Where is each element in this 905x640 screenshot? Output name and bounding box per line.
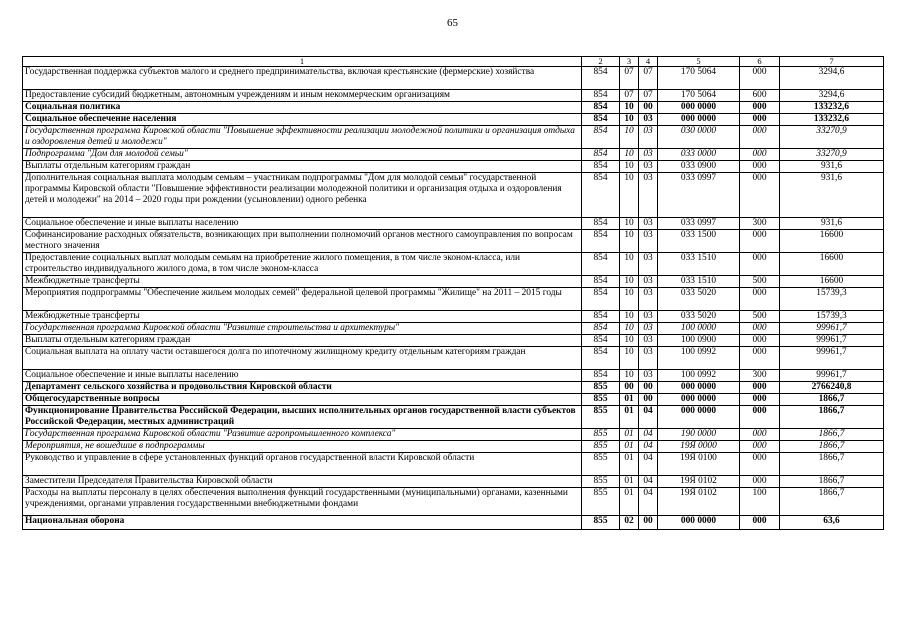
row-expense-type: 000 <box>740 114 780 126</box>
row-target-article: 030 0000 <box>658 126 740 149</box>
row-name: Социальная выплата на оплату части оставшегося долга по ипотечному жилищному кредиту отдельным категориям граждан <box>23 347 582 370</box>
row-expense-type: 100 <box>740 488 780 516</box>
row-target-article: 19Я 0000 <box>658 441 740 453</box>
row-expense-type: 000 <box>740 288 780 311</box>
row-subsection: 03 <box>639 276 658 288</box>
table-row <box>23 453 884 476</box>
table-row <box>23 441 884 453</box>
row-section: 10 <box>620 276 639 288</box>
row-name: Предоставление социальных выплат молодым семьям на приобретение жилого помещения, в том числе эконом-класса, или строительство индивидуального жилого дома, в том числе эконом-класса <box>23 253 582 276</box>
row-target-article: 100 0992 <box>658 370 740 382</box>
row-section: 10 <box>620 335 639 347</box>
row-amount: 1866,7 <box>780 406 884 429</box>
row-ved: 855 <box>582 406 620 429</box>
row-ved: 855 <box>582 441 620 453</box>
row-target-article: 170 5064 <box>658 90 740 102</box>
row-amount: 1866,7 <box>780 441 884 453</box>
table-row <box>23 102 884 114</box>
row-name: Подпрограмма "Дом для молодой семьи" <box>23 149 582 161</box>
row-expense-type: 000 <box>740 67 780 90</box>
row-section: 10 <box>620 230 639 253</box>
row-section: 10 <box>620 311 639 323</box>
row-name: Государственная программа Кировской области "Развитие агропромышленного комплекса" <box>23 429 582 441</box>
row-subsection: 03 <box>639 173 658 218</box>
row-name: Софинансирование расходных обязательств, возникающих при выполнении полномочий органов местного самоуправления по вопросам местного значения <box>23 230 582 253</box>
row-amount: 1866,7 <box>780 476 884 488</box>
row-ved: 855 <box>582 453 620 476</box>
page-number: 65 <box>447 17 458 29</box>
row-target-article: 190 0000 <box>658 429 740 441</box>
row-expense-type: 000 <box>740 173 780 218</box>
row-target-article: 033 0997 <box>658 218 740 230</box>
row-target-article: 000 0000 <box>658 114 740 126</box>
table-row <box>23 149 884 161</box>
row-name: Межбюджетные трансферты <box>23 311 582 323</box>
row-ved: 855 <box>582 488 620 516</box>
col-header-2: 2 <box>582 57 620 67</box>
row-amount: 99961,7 <box>780 370 884 382</box>
row-ved: 855 <box>582 429 620 441</box>
row-section: 01 <box>620 488 639 516</box>
row-subsection: 03 <box>639 288 658 311</box>
table-row <box>23 161 884 173</box>
row-name: Социальное обеспечение и иные выплаты населению <box>23 370 582 382</box>
table-body <box>23 57 884 530</box>
row-section: 00 <box>620 382 639 394</box>
row-target-article: 033 0000 <box>658 149 740 161</box>
row-section: 07 <box>620 90 639 102</box>
row-subsection: 03 <box>639 161 658 173</box>
row-target-article: 19Я 0102 <box>658 476 740 488</box>
row-expense-type: 000 <box>740 126 780 149</box>
row-target-article: 100 0900 <box>658 335 740 347</box>
row-section: 07 <box>620 67 639 90</box>
budget-table <box>22 56 884 530</box>
row-section: 10 <box>620 323 639 335</box>
col-header-6: 6 <box>740 57 780 67</box>
row-section: 10 <box>620 102 639 114</box>
table-row <box>23 394 884 406</box>
table-row <box>23 276 884 288</box>
row-ved: 854 <box>582 347 620 370</box>
row-ved: 854 <box>582 67 620 90</box>
row-name: Национальная оборона <box>23 516 582 530</box>
row-target-article: 100 0992 <box>658 347 740 370</box>
row-ved: 854 <box>582 102 620 114</box>
row-amount: 931,6 <box>780 218 884 230</box>
table-row <box>23 323 884 335</box>
row-section: 10 <box>620 149 639 161</box>
table-row <box>23 382 884 394</box>
row-name: Государственная поддержка субъектов малого и среднего предпринимательства, включая крестьянские (фермерские) хозяйства <box>23 67 582 90</box>
row-amount: 15739,3 <box>780 288 884 311</box>
row-section: 10 <box>620 161 639 173</box>
row-amount: 99961,7 <box>780 323 884 335</box>
row-target-article: 033 5020 <box>658 311 740 323</box>
column-number-row <box>23 57 884 67</box>
row-section: 01 <box>620 441 639 453</box>
row-name: Расходы на выплаты персоналу в целях обеспечения выполнения функций государственными (муниципальными) органами, казенными учреждениями, органами управления государственными внебюджетными фондами <box>23 488 582 516</box>
row-amount: 931,6 <box>780 173 884 218</box>
row-name: Государственная программа Кировской области "Повышение эффективности реализации молодежной политики и организация отдыха и оздоровления детей и молодежи" <box>23 126 582 149</box>
col-header-1: 1 <box>23 57 582 67</box>
row-expense-type: 000 <box>740 516 780 530</box>
col-header-4: 4 <box>639 57 658 67</box>
row-section: 10 <box>620 114 639 126</box>
row-ved: 855 <box>582 394 620 406</box>
row-section: 10 <box>620 173 639 218</box>
row-expense-type: 000 <box>740 102 780 114</box>
row-expense-type: 000 <box>740 406 780 429</box>
table-row <box>23 370 884 382</box>
row-amount: 16600 <box>780 253 884 276</box>
row-ved: 855 <box>582 516 620 530</box>
row-expense-type: 000 <box>740 429 780 441</box>
row-target-article: 19Я 0100 <box>658 453 740 476</box>
row-ved: 854 <box>582 230 620 253</box>
row-amount: 63,6 <box>780 516 884 530</box>
row-expense-type: 000 <box>740 230 780 253</box>
row-amount: 33270,9 <box>780 149 884 161</box>
row-section: 10 <box>620 126 639 149</box>
row-amount: 99961,7 <box>780 335 884 347</box>
row-subsection: 03 <box>639 126 658 149</box>
col-header-5: 5 <box>658 57 740 67</box>
row-subsection: 04 <box>639 406 658 429</box>
row-section: 10 <box>620 347 639 370</box>
col-header-3: 3 <box>620 57 639 67</box>
table-row <box>23 406 884 429</box>
table-row <box>23 429 884 441</box>
row-target-article: 000 0000 <box>658 516 740 530</box>
table-row <box>23 488 884 516</box>
row-amount: 1866,7 <box>780 429 884 441</box>
row-name: Выплаты отдельным категориям граждан <box>23 335 582 347</box>
row-subsection: 03 <box>639 335 658 347</box>
row-expense-type: 000 <box>740 323 780 335</box>
row-subsection: 00 <box>639 382 658 394</box>
table-row <box>23 253 884 276</box>
row-ved: 855 <box>582 476 620 488</box>
row-expense-type: 500 <box>740 276 780 288</box>
row-subsection: 04 <box>639 488 658 516</box>
row-subsection: 07 <box>639 67 658 90</box>
row-name: Социальное обеспечение и иные выплаты населению <box>23 218 582 230</box>
row-expense-type: 000 <box>740 453 780 476</box>
row-expense-type: 300 <box>740 370 780 382</box>
row-ved: 854 <box>582 370 620 382</box>
table-row <box>23 67 884 90</box>
col-header-7: 7 <box>780 57 884 67</box>
row-target-article: 033 1510 <box>658 253 740 276</box>
row-ved: 854 <box>582 323 620 335</box>
row-subsection: 03 <box>639 114 658 126</box>
row-section: 01 <box>620 394 639 406</box>
row-name: Социальное обеспечение населения <box>23 114 582 126</box>
row-section: 10 <box>620 288 639 311</box>
row-name: Функционирование Правительства Российской Федерации, высших исполнительных органов государственной власти субъектов Российской Федерации, местных администраций <box>23 406 582 429</box>
row-subsection: 00 <box>639 516 658 530</box>
row-expense-type: 000 <box>740 476 780 488</box>
table-row <box>23 288 884 311</box>
row-target-article: 19Я 0102 <box>658 488 740 516</box>
table-row <box>23 230 884 253</box>
row-subsection: 04 <box>639 453 658 476</box>
row-section: 01 <box>620 453 639 476</box>
table-row <box>23 126 884 149</box>
row-subsection: 07 <box>639 90 658 102</box>
row-expense-type: 000 <box>740 441 780 453</box>
row-amount: 133232,6 <box>780 114 884 126</box>
row-amount: 133232,6 <box>780 102 884 114</box>
row-target-article: 033 0997 <box>658 173 740 218</box>
row-target-article: 033 1510 <box>658 276 740 288</box>
row-name: Мероприятия подпрограммы "Обеспечение жильем молодых семей" федеральной целевой программы "Жилище" на 2011 – 2015 годы <box>23 288 582 311</box>
row-target-article: 000 0000 <box>658 394 740 406</box>
row-ved: 854 <box>582 126 620 149</box>
row-amount: 1866,7 <box>780 453 884 476</box>
row-subsection: 03 <box>639 323 658 335</box>
row-ved: 854 <box>582 173 620 218</box>
row-section: 01 <box>620 429 639 441</box>
row-subsection: 00 <box>639 394 658 406</box>
row-expense-type: 000 <box>740 335 780 347</box>
row-target-article: 033 0900 <box>658 161 740 173</box>
row-ved: 854 <box>582 276 620 288</box>
row-section: 10 <box>620 218 639 230</box>
row-subsection: 03 <box>639 230 658 253</box>
row-section: 10 <box>620 253 639 276</box>
row-amount: 16600 <box>780 276 884 288</box>
row-expense-type: 000 <box>740 149 780 161</box>
row-subsection: 03 <box>639 253 658 276</box>
row-subsection: 04 <box>639 476 658 488</box>
table-row <box>23 218 884 230</box>
row-amount: 3294,6 <box>780 90 884 102</box>
row-expense-type: 600 <box>740 90 780 102</box>
row-target-article: 000 0000 <box>658 382 740 394</box>
row-ved: 854 <box>582 90 620 102</box>
row-amount: 1866,7 <box>780 394 884 406</box>
row-target-article: 000 0000 <box>658 406 740 429</box>
row-amount: 15739,3 <box>780 311 884 323</box>
row-name: Департамент сельского хозяйства и продовольствия Кировской области <box>23 382 582 394</box>
row-amount: 99961,7 <box>780 347 884 370</box>
table-row <box>23 90 884 102</box>
row-section: 01 <box>620 406 639 429</box>
row-name: Предоставление субсидий бюджетным, автономным учреждениям и иным некоммерческим организациям <box>23 90 582 102</box>
row-target-article: 033 5020 <box>658 288 740 311</box>
row-subsection: 03 <box>639 311 658 323</box>
row-name: Заместители Председателя Правительства Кировской области <box>23 476 582 488</box>
row-section: 10 <box>620 370 639 382</box>
row-expense-type: 000 <box>740 347 780 370</box>
row-subsection: 04 <box>639 429 658 441</box>
table-row <box>23 347 884 370</box>
row-section: 01 <box>620 476 639 488</box>
row-expense-type: 000 <box>740 253 780 276</box>
table-row <box>23 516 884 530</box>
row-name: Общегосударственные вопросы <box>23 394 582 406</box>
table-row <box>23 114 884 126</box>
row-subsection: 03 <box>639 370 658 382</box>
row-amount: 3294,6 <box>780 67 884 90</box>
table-row <box>23 311 884 323</box>
row-ved: 854 <box>582 114 620 126</box>
row-amount: 33270,9 <box>780 126 884 149</box>
row-subsection: 03 <box>639 218 658 230</box>
row-expense-type: 000 <box>740 382 780 394</box>
row-name: Межбюджетные трансферты <box>23 276 582 288</box>
row-name: Мероприятия, не вошедшие в подпрограммы <box>23 441 582 453</box>
row-expense-type: 300 <box>740 218 780 230</box>
row-subsection: 03 <box>639 347 658 370</box>
row-name: Руководство и управление в сфере установленных функций органов государственной власти Кировской области <box>23 453 582 476</box>
row-amount: 16600 <box>780 230 884 253</box>
row-ved: 854 <box>582 218 620 230</box>
row-expense-type: 000 <box>740 394 780 406</box>
row-target-article: 033 1500 <box>658 230 740 253</box>
row-expense-type: 000 <box>740 161 780 173</box>
row-target-article: 100 0000 <box>658 323 740 335</box>
table-row <box>23 335 884 347</box>
row-name: Выплаты отдельным категориям граждан <box>23 161 582 173</box>
row-ved: 854 <box>582 311 620 323</box>
row-amount: 2766240,8 <box>780 382 884 394</box>
row-amount: 931,6 <box>780 161 884 173</box>
row-ved: 854 <box>582 149 620 161</box>
row-expense-type: 500 <box>740 311 780 323</box>
row-ved: 855 <box>582 382 620 394</box>
row-target-article: 000 0000 <box>658 102 740 114</box>
row-name: Дополнительная социальная выплата молодым семьям – участникам подпрограммы "Дом для молодой семьи" государственной программы Кировской области "Повышение эффективности реализации молодежной политики и организация отдыха и оздоровления детей и молодежи" на 2014 – 2020 годы при рождении (усыновлении) одного ребенка <box>23 173 582 218</box>
row-subsection: 03 <box>639 149 658 161</box>
row-ved: 854 <box>582 288 620 311</box>
row-ved: 854 <box>582 161 620 173</box>
row-amount: 1866,7 <box>780 488 884 516</box>
row-section: 02 <box>620 516 639 530</box>
row-name: Социальная политика <box>23 102 582 114</box>
table-row <box>23 476 884 488</box>
row-target-article: 170 5064 <box>658 67 740 90</box>
table-row <box>23 173 884 218</box>
row-name: Государственная программа Кировской области "Развитие строительства и архитектуры" <box>23 323 582 335</box>
row-subsection: 04 <box>639 441 658 453</box>
row-ved: 854 <box>582 335 620 347</box>
row-subsection: 00 <box>639 102 658 114</box>
row-ved: 854 <box>582 253 620 276</box>
